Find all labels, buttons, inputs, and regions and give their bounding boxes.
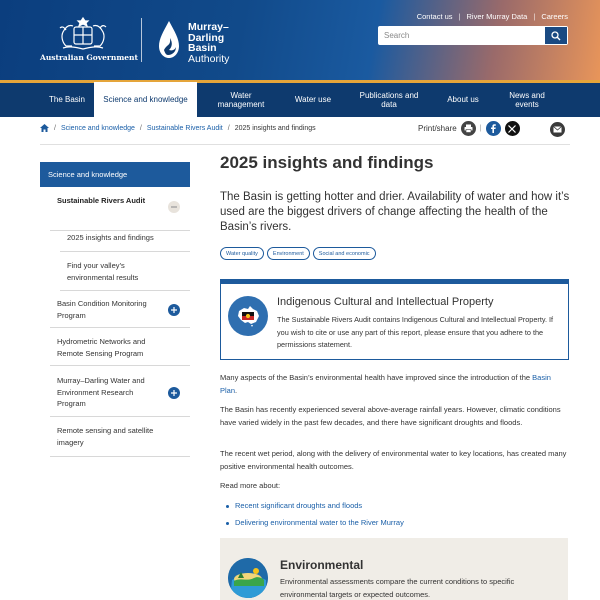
breadcrumb-current-page: 2025 insights and findings bbox=[234, 124, 316, 132]
environmental-icon bbox=[228, 558, 268, 598]
nav-item-publications-and-data[interactable]: Publications and data bbox=[359, 90, 419, 109]
share-label: Print/share bbox=[418, 124, 457, 133]
sidebar-item-label: Remote sensing and satellite imagery bbox=[57, 426, 154, 447]
list-item bbox=[226, 501, 362, 510]
sidebar-item-label: Hydrometric Networks and Remote Sensing Program bbox=[57, 337, 146, 358]
environmental-water-link[interactable]: Delivering environmental water to the River Murray bbox=[235, 518, 404, 527]
nav-item-science-and-knowledge[interactable]: Science and knowledge bbox=[94, 82, 197, 118]
droughts-floods-link[interactable]: Recent significant droughts and floods bbox=[235, 501, 363, 510]
tag-social-and-economic[interactable]: Social and economic bbox=[313, 247, 376, 260]
nav-item-water-management[interactable]: Water management bbox=[217, 90, 265, 109]
intro-paragraph bbox=[220, 372, 570, 397]
bullet-dot bbox=[226, 505, 229, 508]
breadcrumb-separator: / bbox=[139, 124, 142, 132]
sidebar-item-hydrometric-networks[interactable] bbox=[50, 336, 190, 366]
utility-separator: | bbox=[458, 12, 461, 21]
australian-government-logo[interactable] bbox=[40, 14, 138, 66]
share-separator: | bbox=[479, 125, 482, 132]
page-title: 2025 insights and findings bbox=[220, 153, 434, 172]
basin-plan-link[interactable]: Basin Plan bbox=[220, 373, 551, 395]
sidebar-item-label: 2025 insights and findings bbox=[67, 233, 154, 242]
breadcrumb-separator: / bbox=[227, 124, 230, 132]
careers-link[interactable]: Careers bbox=[541, 12, 568, 21]
mdba-logo-text[interactable] bbox=[188, 22, 229, 64]
nav-item-news-and-events[interactable]: News and events bbox=[509, 90, 545, 109]
coat-of-arms-icon bbox=[53, 14, 113, 52]
read-more-label: Read more about: bbox=[220, 481, 281, 490]
environmental-card-title: Environmental bbox=[280, 558, 364, 572]
breadcrumb-science-and-knowledge[interactable]: Science and knowledge bbox=[60, 124, 135, 132]
sidebar-item-2025-insights[interactable] bbox=[60, 232, 190, 252]
intro-text: Many aspects of the Basin’s environmental health have improved since the introduction of the bbox=[220, 373, 533, 382]
nav-item-water-use[interactable]: Water use bbox=[294, 95, 332, 105]
sidebar-item-find-your-valley[interactable] bbox=[60, 260, 190, 291]
plus-icon bbox=[171, 307, 177, 313]
utility-separator: | bbox=[533, 12, 536, 21]
search-box bbox=[378, 26, 568, 45]
icip-title: Indigenous Cultural and Intellectual Property bbox=[277, 296, 494, 308]
icip-badge-icon bbox=[228, 296, 268, 336]
home-icon[interactable] bbox=[40, 124, 49, 132]
mdba-name-line: Darling bbox=[188, 31, 225, 44]
intro-end: . bbox=[235, 385, 238, 395]
bullet-dot bbox=[226, 522, 229, 525]
search-input[interactable] bbox=[379, 27, 546, 44]
gov-logo-text: Australian Government bbox=[40, 53, 138, 62]
email-icon bbox=[553, 126, 562, 133]
facebook-share-button[interactable] bbox=[486, 121, 501, 136]
print-icon bbox=[464, 124, 473, 133]
sidebar-item-label: Basin Condition Monitoring Program bbox=[57, 299, 147, 320]
sidebar-item-label: Sustainable Rivers Audit bbox=[57, 196, 146, 205]
sidebar-item-basin-condition-monitoring[interactable] bbox=[50, 298, 190, 328]
print-button[interactable] bbox=[461, 121, 476, 136]
breadcrumb bbox=[40, 124, 316, 132]
breadcrumb-separator: / bbox=[54, 124, 56, 132]
plus-icon bbox=[171, 390, 177, 396]
tag-environment[interactable]: Environment bbox=[267, 247, 310, 260]
expand-button[interactable] bbox=[168, 387, 180, 399]
facebook-icon bbox=[489, 124, 497, 133]
sidebar-item-label: Murray–Darling Water and Environment Research Program bbox=[57, 376, 145, 408]
minus-icon bbox=[171, 206, 177, 208]
email-share-button[interactable] bbox=[550, 122, 565, 137]
rainfall-paragraph: The Basin has recently experienced several above-average rainfall years. However, climatic conditions have varied widely in the past few decades, and there have significant droughts and floods. bbox=[220, 405, 561, 427]
utility-links bbox=[417, 12, 568, 21]
breadcrumb-sustainable-rivers-audit[interactable]: Sustainable Rivers Audit bbox=[146, 124, 223, 132]
river-murray-data-link[interactable]: River Murray Data bbox=[466, 12, 528, 21]
sidebar-item-remote-sensing[interactable] bbox=[50, 425, 190, 457]
mdba-name-line: Basin bbox=[188, 42, 217, 54]
search-icon bbox=[551, 31, 561, 41]
site-header bbox=[0, 0, 600, 80]
share-bar bbox=[418, 121, 520, 136]
mdba-name-line: Murray– bbox=[188, 21, 229, 33]
mdba-water-drop-icon[interactable] bbox=[158, 20, 180, 60]
tag-water-quality[interactable]: Water quality bbox=[220, 247, 264, 260]
x-share-button[interactable] bbox=[505, 121, 520, 136]
sidebar-header[interactable]: Science and knowledge bbox=[40, 162, 190, 187]
list-item bbox=[226, 518, 404, 527]
nav-item-about-us[interactable]: About us bbox=[447, 95, 479, 105]
environmental-card[interactable] bbox=[220, 538, 568, 600]
sidebar-item-research-program[interactable] bbox=[50, 375, 190, 417]
expand-button[interactable] bbox=[168, 304, 180, 316]
icip-notice bbox=[220, 279, 569, 360]
sidebar-item-sustainable-rivers-audit[interactable] bbox=[50, 195, 190, 231]
landscape-icon bbox=[228, 558, 268, 598]
sidebar-item-label: Find your valley’s environmental results bbox=[67, 261, 139, 282]
contact-us-link[interactable]: Contact us bbox=[416, 12, 453, 21]
aboriginal-flag-australia-icon bbox=[235, 303, 261, 329]
icip-body: The Sustainable Rivers Audit contains Indigenous Cultural and Intellectual Property. If you wish to cite or use any part of this report, please ensure that you adhere to the permissions statement. bbox=[277, 315, 554, 349]
tag-list bbox=[220, 247, 376, 260]
mdba-name-line: Authority bbox=[188, 52, 230, 65]
search-button[interactable] bbox=[545, 27, 567, 44]
environmental-card-body: Environmental assessments compare the current conditions to specific environmental targets or expected outcomes. bbox=[280, 577, 515, 599]
collapse-button[interactable] bbox=[168, 201, 180, 213]
lead-paragraph: The Basin is getting hotter and drier. Availability of water and how it’s used are the biggest drivers of change affecting the health of the Basin’s rivers. bbox=[220, 191, 570, 233]
wet-period-paragraph: The recent wet period, along with the delivery of environmental water to key locations, has created many positive environmental health outcomes. bbox=[220, 449, 567, 471]
breadcrumb-divider bbox=[40, 144, 570, 145]
main-nav bbox=[0, 80, 600, 117]
x-twitter-icon bbox=[508, 125, 516, 133]
nav-item-the-basin[interactable]: The Basin bbox=[48, 95, 86, 105]
logo-divider bbox=[141, 18, 142, 62]
